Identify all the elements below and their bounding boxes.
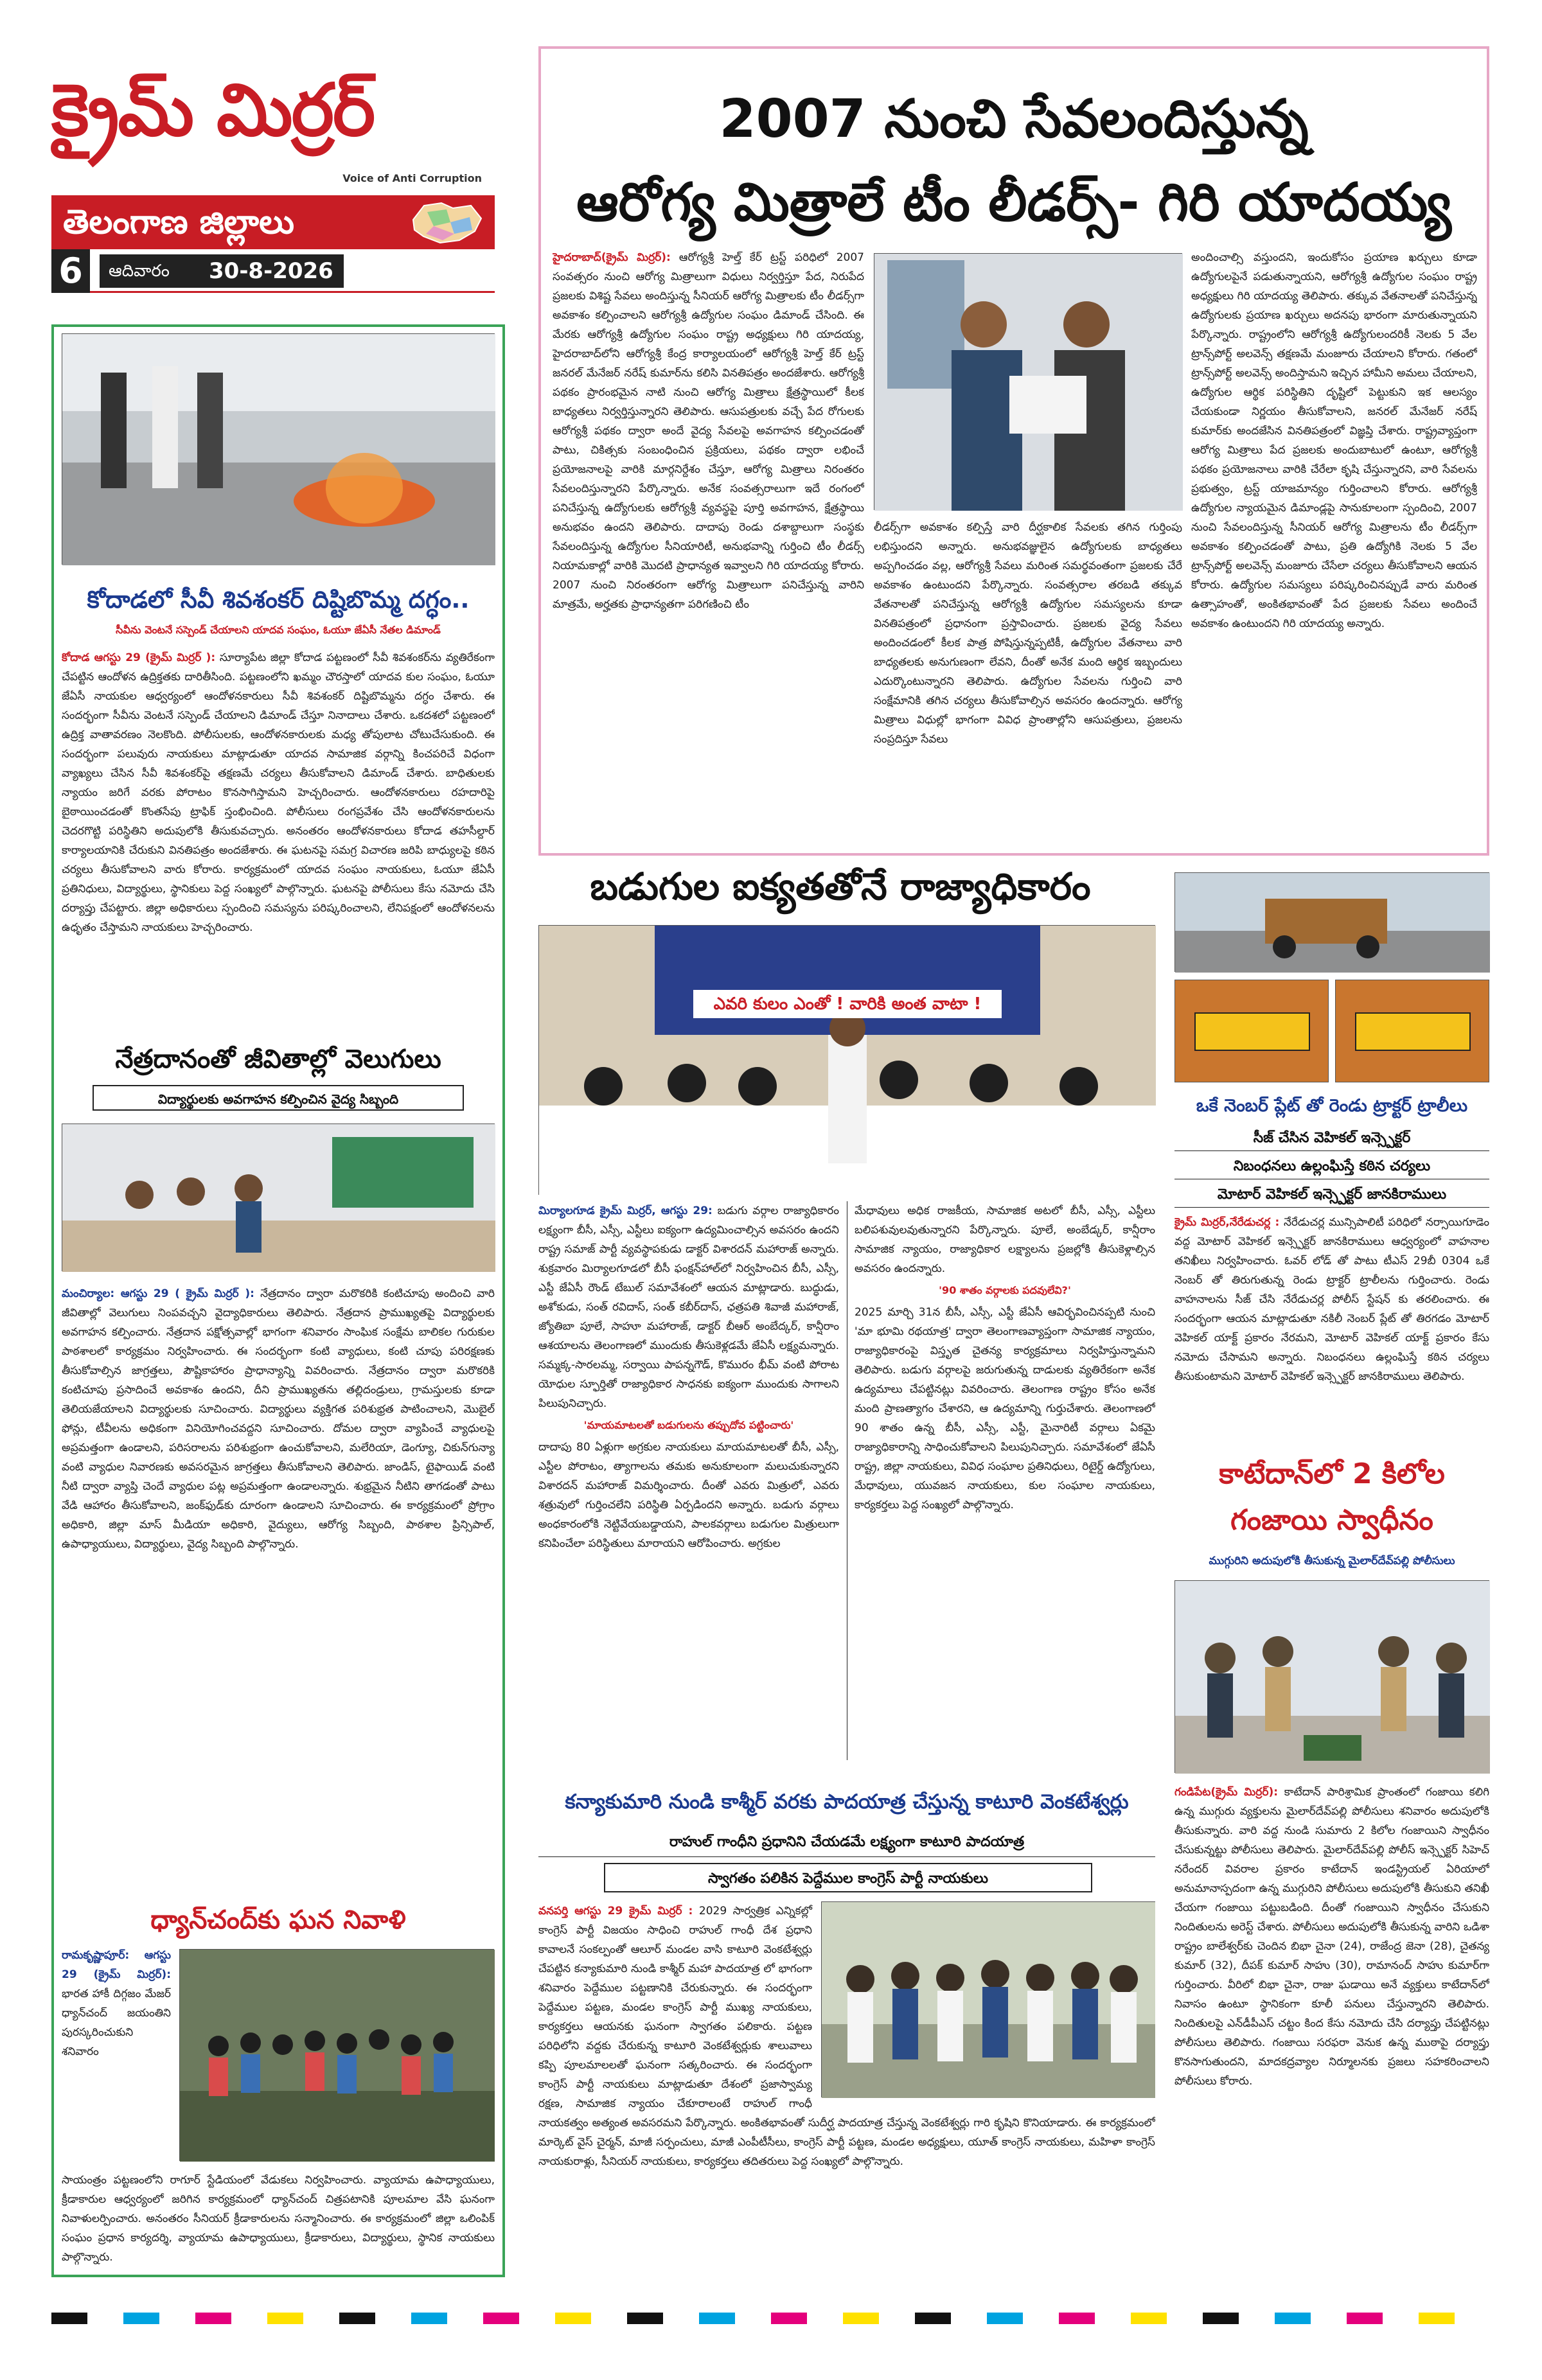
tractor-plate-photo-1 [1174,980,1329,1082]
dhyan-body: సాయంత్రం పట్టణంలోని రాగూర్ స్టేడియంలో వేడుకలు నిర్వహించారు. వ్యాయామ ఉపాధ్యాయులు, క్రీడాకారుల ఆధ్వర్యంలో జరిగిన కార్యక్రమంలో ధ్యాన్‌చంద్ చిత్రపటానికి పూలమాల వేసి ఘనంగా నివాళులర్పించారు. అనంతరం సీనియర్ క్రీడాకారులను సన్మానించారు. ఈ కార్యక్రమంలో జిల్లా ఒలింపిక్ సంఘం ప్రధాన కార్యదర్శి, వ్యాయామ ఉపాధ్యాయులు, క్రీడాకారులు, విద్యార్థులు, స్థానిక నాయకులు పాల్గొన్నారు. [62,2174,495,2264]
kodad-headline: కోదాడలో సీవీ శివశంకర్ దిష్టిబొమ్మ దగ్ధం.. [87,586,470,613]
dhyan-dateline: రామకృష్ణాపూర్: ఆగస్టు 29 (క్రైమ్ మిర్రర్): [62,1949,171,1981]
ganja-headline-line1: కాటేదాన్‌లో 2 కిలోల [1219,1458,1445,1490]
masthead [51,46,495,303]
padayatra-photo [821,1901,1155,2097]
lead-photo [874,253,1182,510]
issue-date: 30-8-2026 [209,258,333,284]
district-band [51,195,495,249]
badugula-col-2b-text: 2025 మార్చి 31న బీసీ, ఎస్సీ, ఎస్టీ జేఏసీ ఆవిర్భవించినప్పటి నుంచి 'మా భూమి రథయాత్ర' ద్వారా తెలంగాణవ్యాప్తంగా సామాజిక న్యాయం, రాజ్యాధికారంపై విస్తృత చైతన్య కార్యక్రమాలు నిర్వహిస్తున్నామని తెలిపారు. బడుగు వర్గాలపై జరుగుతున్న దాడులకు వ్యతిరేకంగా అనేక ఉద్యమాలు చేపట్టినట్లు వివరించారు. తెలంగాణ రాష్ట్రం కోసం అనేక మంది ప్రాణత్యాగం చేశారని, ఆ ఉద్యమాన్ని గుర్తుచేశారు. తెలంగాణలో 90 శాతం ఉన్న బీసీ, ఎస్సీ, ఎస్టీ, మైనారిటీ వర్గాలు ఏకమై రాజ్యాధికారాన్ని సాధించుకోవాలని పిలుపునిచ్చారు. సమావేశంలో జేఏసీ రాష్ట్ర, జిల్లా నాయకులు, వివిధ సంఘాల ప్రతినిధులు, రిటైర్డ్ ఉద్యోగులు, మేధావులు, యువజన నాయకులు, కుల సంఘాల నాయకులు, కార్యకర్తలు పెద్ద సంఖ్యలో పాల్గొన్నారు. [855,1306,1155,1512]
tractor-subhead-2: నిబంధనలు ఉల్లంఘిస్తే కఠిన చర్యలు [1174,1154,1489,1179]
padayatra-subhead-1: రాహుల్ గాంధీని ప్రధానిని చేయడమే లక్ష్యంగా కాటూరి పాదయాత్ర [538,1828,1155,1857]
ganja-headline-line2: గంజాయి స్వాధీనం [1230,1504,1433,1537]
badugula-subhead-2: '90 శాతం వర్గాలకు పదవులేవి?' [939,1284,1071,1296]
netra-subtitle: విద్యార్థులకు అవగాహన కల్పించిన వైద్య సిబ్బంది [93,1085,464,1111]
badugula-col-2-text: మేధావులు అధిక రాజకీయ, సామాజిక అటలో బీసీ, ఎస్సీ, ఎస్టీలు బలిపశువులవుతున్నారని పేర్కొన్నారు. పూలే, అంబేడ్కర్, కాన్షీరాం సామాజిక న్యాయం, రాజ్యాధికార లక్ష్యాలను ప్రజల్లోకి తీసుకెళ్లాల్సిన అవసరం ఉందన్నారు. [855,1204,1155,1275]
kodad-dateline: కోదాడ ఆగస్టు 29 (క్రైమ్ మిర్రర్ ): [62,651,216,664]
tractor-dateline: క్రైమ్ మిర్రర్,నేరేడుచర్ల : [1174,1216,1280,1229]
lead-col-1-text: ఆరోగ్యశ్రీ హెల్త్ కేర్ ట్రస్ట్ పరిధిలో 2007 సంవత్సరం నుంచి ఆరోగ్య మిత్రాలుగా విధులు నిర్వర్తిస్తూ పేద, నిరుపేద ప్రజలకు విశిష్ట సేవలు అందిస్తున్న సీనియర్ ఆరోగ్య మిత్రాలకు టీం లీడర్స్‌గా అవకాశం కల్పించాలని ఆరోగ్యశ్రీ ఉద్యోగుల సంఘం డిమాండ్ చేసింది. ఈ మేరకు ఆరోగ్యశ్రీ ఉద్యోగుల సంఘం రాష్ట్ర అధ్యక్షులు గిరి యాదయ్య, హైదరాబాద్‌లోని ఆరోగ్యశ్రీ కేంద్ర కార్యాలయంలో ఆరోగ్యశ్రీ హెల్త్ కేర్ ట్రస్ట్ జనరల్ మేనేజర్ నరేష్ కుమార్‌ను కలిసి వినతిపత్రం అందజేశారు. ఆరోగ్యశ్రీ పథకం ప్రారంభమైన నాటి నుంచి ఆరోగ్య మిత్రాలు క్షేత్రస్థాయిలో కీలక బాధ్యతలు నిర్వర్తిస్తున్నారని తెలిపారు. ఆసుపత్రులకు వచ్చే పేద రోగులకు ఆరోగ్యశ్రీ పథకం ద్వారా అందే వైద్య సేవలపై అవగాహన కల్పించడంతో పాటు, చికిత్సకు సంబంధించిన ప్రక్రియలు, పథకం ద్వారా లభించే ప్రయోజనాలపై వారికి మార్గనిర్దేశం చేస్తూ, ఆరోగ్య మిత్రాలు నిరంతరం సేవలందిస్తున్నారని పేర్కొన్నారు. అనేక సంవత్సరాలుగా ఇదే రంగంలో పనిచేస్తున్న ఉద్యోగులకు ఆరోగ్యశ్రీ వ్యవస్థపై పూర్తి అవగాహన, క్షేత్రస్థాయి అనుభవం ఉందని తెలిపారు. దాదాపు రెండు దశాబ్దాలుగా సంస్థకు సేవలందిస్తున్న ఉద్యోగుల సీనియారిటీ, అనుభవాన్ని గుర్తించి టీం లీడర్స్ నియామకాల్లో వారికి మొదటి ప్రాధాన్యత ఇవ్వాలని గిరి యాదయ్య కోరారు. 2007 నుంచి నిరంతరంగా ఆరోగ్య మిత్రాలుగా పనిచేస్తున్న వారిని మాత్రమే, అర్హతకు ప్రాధాన్యతగా పరిగణించి టీం [553,251,864,611]
badugula-banner-text: ఎవరి కులం ఎంతో ! వారికి అంత వాటా ! [693,990,1002,1018]
issue-day: ఆదివారం [109,261,170,281]
dhyan-headline: ధ్యాన్‌చంద్‌కు ఘన నివాళి [150,1905,406,1935]
badugula-col-2 [855,1201,1155,1767]
lead-col-2: లీడర్స్‌గా అవకాశం కల్పిస్తే వారి దీర్ఘకాలిక సేవలకు తగిన గుర్తింపు లభిస్తుందని అన్నారు. అనుభవజ్ఞులైన ఉద్యోగులకు బాధ్యతలు అప్పగించడం వల్ల, ఆరోగ్యశ్రీ సేవలు మరింత సమర్థవంతంగా ప్రజలకు చేరే అవకాశం ఉంటుందని పేర్కొన్నారు. సంవత్సరాల తరబడి తక్కువ వేతనాలతో పనిచేస్తున్న ఆరోగ్యశ్రీ ఉద్యోగుల సమస్యలను కూడా వినతిపత్రంలో ప్రధానంగా ప్రస్తావించారు. ప్రజలకు వైద్య సేవలు అందించడంలో కీలక పాత్ర పోషిస్తున్నప్పటికీ, ఉద్యోగుల వేతనాలు వారి బాధ్యతలకు అనుగుణంగా లేవని, దీంతో అనేక మంది ఆర్థిక ఇబ్బందులు ఎదుర్కొంటున్నారని తెలిపారు. ఉద్యోగుల సేవలను గుర్తించి వారి సంక్షేమానికి తగిన చర్యలు తీసుకోవాల్సిన అవసరం ఉందన్నారు. ఆరోగ్య మిత్రాలు విధుల్లో భాగంగా వివిధ ప్రాంతాల్లోని ఆసుపత్రులు, ప్రజలను సంప్రదిస్తూ సేవలు [874,521,1182,746]
plate-2 [1355,1012,1471,1051]
padayatra-headline: కన్యాకుమారి నుండి కాశ్మీర్ వరకు పాదయాత్ర చేస్తున్న కాటూరి వెంకటేశ్వర్లు [565,1790,1129,1813]
netra-dateline: మంచిర్యాల: ఆగస్టు 29 ( క్రైమ్ మిర్రర్ ): [62,1287,254,1300]
ganja-body-text: కాటేదాన్ పారిశ్రామిక ప్రాంతంలో గంజాయి కలిగి ఉన్న ముగ్గురు వ్యక్తులను మైలార్‌దేవ్‌పల్లి పోలీసులు శనివారం అదుపులోకి తీసుకున్నారు. వారి వద్ద నుండి సుమారు 2 కిలోల గంజాయిని స్వాధీనం చేసుకున్నట్టు పోలీసులు తెలిపారు. మైలార్‌దేవ్‌పల్లి పోలీస్ ఇన్స్పెక్టర్ సిహెచ్ నరేందర్ వివరాల ప్రకారం కాటేదాన్ ఇండస్ట్రియల్ ఏరియాలో అనుమానాస్పదంగా ఉన్న ముగ్గురిని పోలీసులు అదుపులోకి తీసుకుని తనిఖీ చేయగా గంజాయి పట్టుబడింది. దీంతో గంజాయిని స్వాధీనం చేసుకుని నిందితులను అరెస్ట్ చేశారు. పోలీసులు అదుపులోకి తీసుకున్న వారిని ఒడిశా రాష్ట్రం బాలేశ్వర్‌కు చెందిన బిభా చైనా (24), రాజేంద్ర జెనా (28), చైతన్య కుమార్ (32), దీపక్ కుమార్ సాహు (30), రామానంద్ సాహు కుమార్‌గా గుర్తించారు. వీరిలో బిభా చైనా, రాజు ఘడాయి అనే వ్యక్తులు కాటేదాన్‌లో నివాసం ఉంటూ స్థానికంగా కూలీ పనులు చేస్తున్నారని తెలిపారు. నిందితులపై ఎన్‌డీపీఎస్ చట్టం కింద కేసు నమోదు చేసి దర్యాప్తు చేపట్టినట్లు పోలీసులు తెలిపారు. గంజాయి సరఫరా వెనుక ఉన్న ముఠాపై దర్యాప్తు కొనసాగుతుందని, మాదకద్రవ్యాల నిర్మూలనకు ప్రజలు సహకరించాలని పోలీసులు కోరారు. [1174,1786,1489,2088]
page-number: 6 [51,249,90,293]
ganja-body [1174,1783,1489,2271]
registration-color-bar [51,2313,1491,2324]
lead-headline-line1: 2007 నుంచి సేవలందిస్తున్న [719,89,1309,150]
plate-1 [1194,1012,1310,1051]
ganja-subtitle: ముగ్గురిని అదుపులోకి తీసుకున్న మైలార్‌దేవ్‌పల్లి పోలీసులు [1209,1555,1455,1567]
badugula-col-1 [538,1201,839,1767]
padayatra-body [538,1901,1155,2274]
tractor-body [1174,1213,1489,1450]
tractor-body-text: నేరేడుచర్ల మున్సిపాలిటీ పరిధిలో నర్సాయిగూడెం వద్ద మోటార్ వెహికల్ ఇన్స్పెక్టర్ జానకిరాములు ఆధ్వర్యంలో వాహనాల తనిఖీలు నిర్వహించారు. ఓవర్ లోడ్ తో పాటు టీఎస్ 29బీ 0304 ఒకే నెంబర్ తో తిరుగుతున్న రెండు ట్రాక్టర్ ట్రాలీలను గుర్తించారు. రెండు వాహనాలను సీజ్ చేసి నేరేడుచర్ల పోలీస్ స్టేషన్ కు తరలించారు. ఈ సందర్భంగా ఆయన మాట్లాడుతూ నకిలీ నెంబర్ ప్లేట్ తో తిరగడం మోటార్ వెహికల్ యాక్ట్ ప్రకారం నేరమని, మోటార్ వెహికల్ యాక్ట్ ప్రకారం కేసు నమోదు చేసామని అన్నారు. నిబంధనలు ఉల్లంఘిస్తే కఠిన చర్యలు తీసుకుంటామని మోటార్ వెహికల్ ఇన్స్పెక్టర్ జానకిరాములు తెలిపారు. [1174,1216,1489,1383]
tractor-plate-photo-2 [1335,980,1489,1082]
netra-headline: నేత్రదానంతో జీవితాల్లో వెలుగులు [115,1045,441,1074]
badugula-headline: బడుగుల ఐక్యతతోనే రాజ్యాధికారం [590,865,1091,908]
telangana-map-icon [408,200,485,245]
tractor-photo-road [1174,872,1489,972]
badugula-col-1-text: బడుగు వర్గాల రాజ్యాధికారం లక్ష్యంగా బీసీ, ఎస్సీ, ఎస్టీలు ఐక్యంగా ఉద్యమించాల్సిన అవసరం ఉందని రాష్ట్ర సమాజ్ పార్టీ వ్యవస్థాపకుడు డాక్టర్ విశారదన్ మహారాజ్ అన్నారు. శుక్రవారం మిర్యాలగూడలో బీసీ ఫంక్షన్‌హాల్‌లో నిర్వహించిన బీసీ, ఎస్సీ, ఎస్టీ జేఏసీ రౌండ్ టేబుల్ సమావేశంలో ఆయన మాట్లాడారు. బుద్ధుడు, అశోకుడు, సంత్ రవిదాస్, సంత్ కబీర్‌దాస్, ఛత్రపతి శివాజీ మహారాజ్, జ్యోతిబా పూలే, సాహూ మహారాజ్, డాక్టర్ బీఆర్ అంబేద్కర్, కాన్షీరాం ఆశయాలను తెలంగాణలో ముందుకు తీసుకెళ్లడమే జేఏసీ లక్ష్యమన్నారు. సమ్మక్క-సారలమ్మ, సర్వాయి పాపన్నగౌడ్, కొమురం భీమ్ వంటి పోరాట యోధుల స్ఫూర్తితో రాజ్యాధికార సాధనకు ఐక్యంగా ముందుకు సాగాలని పిలుపునిచ్చారు. [538,1204,839,1410]
date-box [100,254,344,288]
padayatra-dateline: వనపర్తి ఆగస్టు 29 క్రైమ్ మిర్రర్ : [538,1905,693,1917]
tractor-subhead-1: సీజ్ చేసిన వెహికల్ ఇన్స్పెక్టర్ [1174,1125,1489,1151]
badugula-photo [538,925,1155,1195]
netra-body [62,1284,495,1888]
lead-col-1 [553,248,864,849]
masthead-title: క్రైమ్ మిర్రర్ [51,68,375,152]
lead-headline-line2: ఆరోగ్య మిత్రాలే టీం లీడర్స్- గిరి యాదయ్య [576,172,1451,233]
badugula-col-1b-text: దాదాపు 80 ఏళ్లుగా అగ్రకుల నాయకులు మాయమాటలతో బీసీ, ఎస్సీ, ఎస్టీల పోరాటం, త్యాగాలను తమకు అనుకూలంగా మలుచుకున్నారని విశారదన్ మహారాజ్ విమర్శించారు. దీంతో ఎవరు మిత్రులో, ఎవరు శత్రువులో గుర్తించలేని పరిస్థితి ఏర్పడిందని అన్నారు. బడుగు వర్గాలు అంధకారంలోకి నెట్టివేయబడ్డాయని, పాలకవర్గాలు బడుగుల మిత్రులుగా కనిపించేలా పరిస్థితులు మారాయని ఆరోపించారు. అగ్రకుల [538,1441,839,1550]
dhyan-photo [179,1949,494,2161]
ganja-dateline: గండిపేట(క్రైమ్ మిర్రర్): [1174,1786,1279,1799]
lead-col-3: అందించాల్సి వస్తుందని, ఇందుకోసం ప్రయాణ ఖర్చులు కూడా ఉద్యోగులపైనే పడుతున్నాయని, ఆరోగ్యశ్రీ ఉద్యోగుల సంఘం రాష్ట్ర అధ్యక్షులు గిరి యాదయ్య తెలిపారు. తక్కువ వేతనాలతో పనిచేస్తున్న ఉద్యోగులకు ప్రయాణ ఖర్చులు అదనపు భారంగా మారుతున్నాయని పేర్కొన్నారు. రాష్ట్రంలోని ఆరోగ్యశ్రీ ఉద్యోగులందరికీ నెలకు 5 వేల ట్రాన్స్‌పోర్ట్ అలవెన్స్ తక్షణమే మంజూరు చేయాలని కోరారు. గతంలో ట్రాన్స్‌పోర్ట్ అలవెన్స్ అందిస్తామని ఇచ్చిన హామీని అమలు చేయాలని, ఉద్యోగుల ఆర్థిక పరిస్థితిని దృష్టిలో పెట్టుకుని ఇక ఆలస్యం చేయకుండా నిర్ణయం తీసుకోవాలని, జనరల్ మేనేజర్ నరేష్ కుమార్‌కు అందజేసిన వినతిపత్రంలో విజ్ఞప్తి చేశారు. రాష్ట్రవ్యాప్తంగా ఆరోగ్య మిత్రాలు పేద ప్రజలకు అందుబాటులో ఉంటూ, ఆరోగ్యశ్రీ పథకం ప్రయోజనాలు వారికి చేరేలా కృషి చేస్తున్నారని, వారి సేవలను ప్రభుత్వం, ట్రస్ట్ యాజమాన్యం గుర్తించాలని కోరారు. ఆరోగ్యశ్రీ ఉద్యోగుల న్యాయమైన డిమాండ్లపై సానుకూలంగా స్పందించి, 2007 నుంచి సేవలందిస్తున్న సీనియర్ ఆరోగ్య మిత్రాలను టీం లీడర్స్‌గా అవకాశం కల్పించడంతో పాటు, ప్రతి ఉద్యోగికి నెలకు 5 వేల ట్రాన్స్‌పోర్ట్ అలవెన్స్ మంజూరు చేసేలా చర్యలు తీసుకోవాలని ఆయన కోరారు. ఉద్యోగుల సమస్యలు పరిష్కరించినప్పుడే వారు మరింత ఉత్సాహంతో, అంకితభావంతో పేద ప్రజలకు సేవలు అందించే అవకాశం ఉంటుందని గిరి యాదయ్య అన్నారు. [1191,251,1477,630]
badugula-subhead-1: 'మాయమాటలతో బడుగులను తప్పుదోవ పట్టించారు' [583,1419,794,1431]
tractor-subhead-3: మోటార్ వెహికల్ ఇన్స్పెక్టర్ జానకిరాములు [1174,1182,1489,1208]
badugula-dateline: మిర్యాలగూడ క్రైమ్ మిర్రర్, ఆగస్టు 29: [538,1204,713,1217]
date-strip [51,249,495,293]
netra-body-text: నేత్రదానం ద్వారా మరొకరికి కంటిచూపు అందించి వారి జీవితాల్లో వెలుగులు నింపవచ్చని వైద్యాధికారులు తెలిపారు. నేత్రదాన ప్రాముఖ్యతపై విద్యార్థులకు అవగాహన కల్పించారు. నేత్రదాన పక్షోత్సవాల్లో భాగంగా శనివారం సాంఘిక సంక్షేమ బాలికల గురుకుల పాఠశాలలో కార్యక్రమం నిర్వహించారు. ఈ సందర్భంగా కంటి వ్యాధులు, కంటి చూపు పరిరక్షణకు తీసుకోవాల్సిన జాగ్రత్తలు, పౌష్టికాహారం ప్రాధాన్యాన్ని వివరించారు. నేత్రదానం ద్వారా మరొకరికి కంటిచూపు ప్రసాదించే అవకాశం ఉందని, దీని ప్రాముఖ్యతను తల్లిదండ్రులు, గ్రామస్తులకు కూడా తెలియజేయాలని విద్యార్థులకు సూచించారు. విద్యార్థులు వ్యక్తిగత పరిశుభ్రత పాటించాలని, మొబైల్ ఫోన్లు, టీవీలను అధికంగా వినియోగించవద్దని సూచించారు. దోమల ద్వారా వ్యాపించే వ్యాధులపై అప్రమత్తంగా ఉండాలని, పరిసరాలను పరిశుభ్రంగా ఉంచుకోవాలని, మలేరియా, డెంగ్యూ, చికున్‌గున్యా వంటి వ్యాధుల నివారణకు అవసరమైన జాగ్రత్తలు తీసుకోవాలని తెలిపారు. జాండిస్, టైఫాయిడ్ వంటి నీటి ద్వారా వ్యాప్తి చెందే వ్యాధుల పట్ల అప్రమత్తంగా ఉండాలన్నారు. శుభ్రమైన నీటిని తాగడంతో పాటు వేడి ఆహారం తీసుకోవాలని, జంక్‌ఫుడ్‌కు దూరంగా ఉండాలని సూచించారు. ఈ కార్యక్రమంలో ప్రోగ్రాం అధికారి, జిల్లా మాస్ మీడియా అధికారి, వైద్యులు, ఆరోగ్య సిబ్బంది, పాఠశాల ప్రిన్సిపాల్, ఉపాధ్యాయులు, విద్యార్థులు, వైద్య సిబ్బంది పాల్గొన్నారు. [62,1287,495,1551]
lead-story-box [538,46,1489,856]
kodad-subtitle: సీవీను వెంటనే సస్పెండ్ చేయాలని యాదవ సంఘం, ఓయూ జేఏసీ నేతల డిమాండ్ [116,624,441,636]
kodad-body-text: సూర్యాపేట జిల్లా కోదాడ పట్టణంలో సీవీ శివశంకర్‌ను వ్యతిరేకంగా చేపట్టిన ఆందోళన ఉద్రిక్తతకు దారితీసింది. పట్టణంలోని ఖమ్మం చౌరస్తాలో యాదవ కుల సంఘం, ఓయూ జేఏసీ నాయకుల ఆధ్వర్యంలో ఆందోళనకారులు సీవీ శివశంకర్ దిష్టిబొమ్మను దగ్ధం చేశారు. ఈ సందర్భంగా సీవీను వెంటనే సస్పెండ్ చేయాలని డిమాండ్ చేస్తూ నినాదాలు చేశారు. ఒకదశలో పట్టణంలో ఉద్రిక్త వాతావరణం నెలకొంది. పోలీసులకు, ఆందోళనకారులకు మధ్య తోపులాట చోటుచేసుకుంది. ఈ సందర్భంగా పలువురు నాయకులు మాట్లాడుతూ యాదవ సామాజిక వర్గాన్ని కించపరిచే విధంగా వ్యాఖ్యలు చేసిన సీవీ శివశంకర్‌పై తక్షణమే చర్యలు తీసుకోవాలని డిమాండ్ చేశారు. బాధితులకు న్యాయం జరిగే వరకు పోరాటం కొనసాగిస్తామని హెచ్చరించారు. ఆందోళనకారులు రహదారిపై బైఠాయించడంతో కొంతసేపు ట్రాఫిక్ స్తంభించింది. పోలీసులు రంగప్రవేశం చేసి ఆందోళనకారులను చెదరగొట్టి పరిస్థితిని అదుపులోకి తీసుకువచ్చారు. అనంతరం ఆందోళనకారులు కోదాడ తహసీల్దార్ కార్యాలయానికి చేరుకుని వినతిపత్రం అందజేశారు. ఈ ఘటనపై సమగ్ర విచారణ జరిపి బాధ్యులపై కఠిన చర్యలు తీసుకోవాలని వారు కోరారు. కార్యక్రమంలో యాదవ సంఘం నాయకులు, ఓయూ జేఏసీ ప్రతినిధులు, విద్యార్థులు, స్థానికులు పెద్ద సంఖ్యలో పాల్గొన్నారు. ఘటనపై పోలీసులు కేసు నమోదు చేసి దర్యాప్తు చేపట్టారు. జిల్లా అధికారులు స్పందించి సమస్యను పరిష్కరించాలని, లేనిపక్షంలో ఆందోళనలను ఉధృతం చేస్తామని నాయకులు హెచ్చరించారు. [62,651,495,934]
dhyan-side-text: భారత హాకీ దిగ్గజం మేజర్ ధ్యాన్‌చంద్ జయంతిని పురస్కరించుకుని శనివారం [62,1988,171,2058]
kodad-photo [62,333,495,565]
dhyan-side [62,1946,171,2164]
masthead-logo [51,46,495,194]
tractor-headline: ఒకే నెంబర్ ప్లేట్ తో రెండు ట్రాక్టర్ ట్రాలీలు [1196,1096,1468,1116]
padayatra-subhead-2: స్వాగతం పలికిన పెద్దేముల కాంగ్రెస్ పార్టీ నాయకులు [604,1863,1092,1892]
left-column-box [51,324,505,2277]
padayatra-body-text: 2029 సార్వత్రిక ఎన్నికల్లో కాంగ్రెస్ పార్టీ విజయం సాధించి రాహుల్ గాంధీ దేశ ప్రధాని కావాలనే సంకల్పంతో ఆలూర్ మండల వాసి కాటూరి వెంకటేశ్వర్లు చేపట్టిన కన్యాకుమారి నుండి కాశ్మీర్ మహా పాదయాత్ర లో భాగంగా శనివారం పెద్దేముల పట్టణానికి చేరుకున్నారు. ఈ సందర్భంగా పెద్దేముల పట్టణ, మండల కాంగ్రెస్ పార్టీ ముఖ్య నాయకులు, కార్యకర్తలు ఆయనకు ఘనంగా స్వాగతం పలికారు. పట్టణ పరిధిలోని వద్దకు చేరుకున్న కాటూరి వెంకటేశ్వర్లుకు శాలువాలు కప్పి పూలమాలలతో ఘనంగా సత్కరించారు. ఈ సందర్భంగా కాంగ్రెస్ పార్టీ నాయకులు మాట్లాడుతూ దేశంలో ప్రజాస్వామ్య రక్షణ, సామాజిక న్యాయం చేకూరాలంటే రాహుల్ గాంధీ నాయకత్వం అత్యంత అవసరమని పేర్కొన్నారు. అంకితభావంతో సుదీర్ఘ పాదయాత్ర చేస్తున్న వెంకటేశ్వర్లు గారి కృషిని కొనియాడారు. ఈ కార్యక్రమంలో మార్కెట్ వైస్ చైర్మన్, మాజీ సర్పంచులు, మాజీ ఎంపీటీసీలు, కాంగ్రెస్ పార్టీ పట్టణ, మండల అధ్యక్షులు, యూత్ కాంగ్రెస్ నాయకులు, మహిళా కాంగ్రెస్ నాయకురాళ్లు, సీనియర్ నాయకులు, కార్యకర్తలు తదితరులు పెద్ద సంఖ్యలో పాల్గొన్నారు. [538,1905,1155,2168]
masthead-tagline: Voice of Anti Corruption [342,172,482,184]
kodad-body [62,648,495,1027]
lead-dateline: హైదరాబాద్(క్రైమ్ మిర్రర్): [553,251,671,264]
ganja-photo [1174,1580,1489,1773]
district-band-title: తెలంగాణ జిల్లాలు [63,203,294,242]
netra-photo [62,1124,495,1271]
